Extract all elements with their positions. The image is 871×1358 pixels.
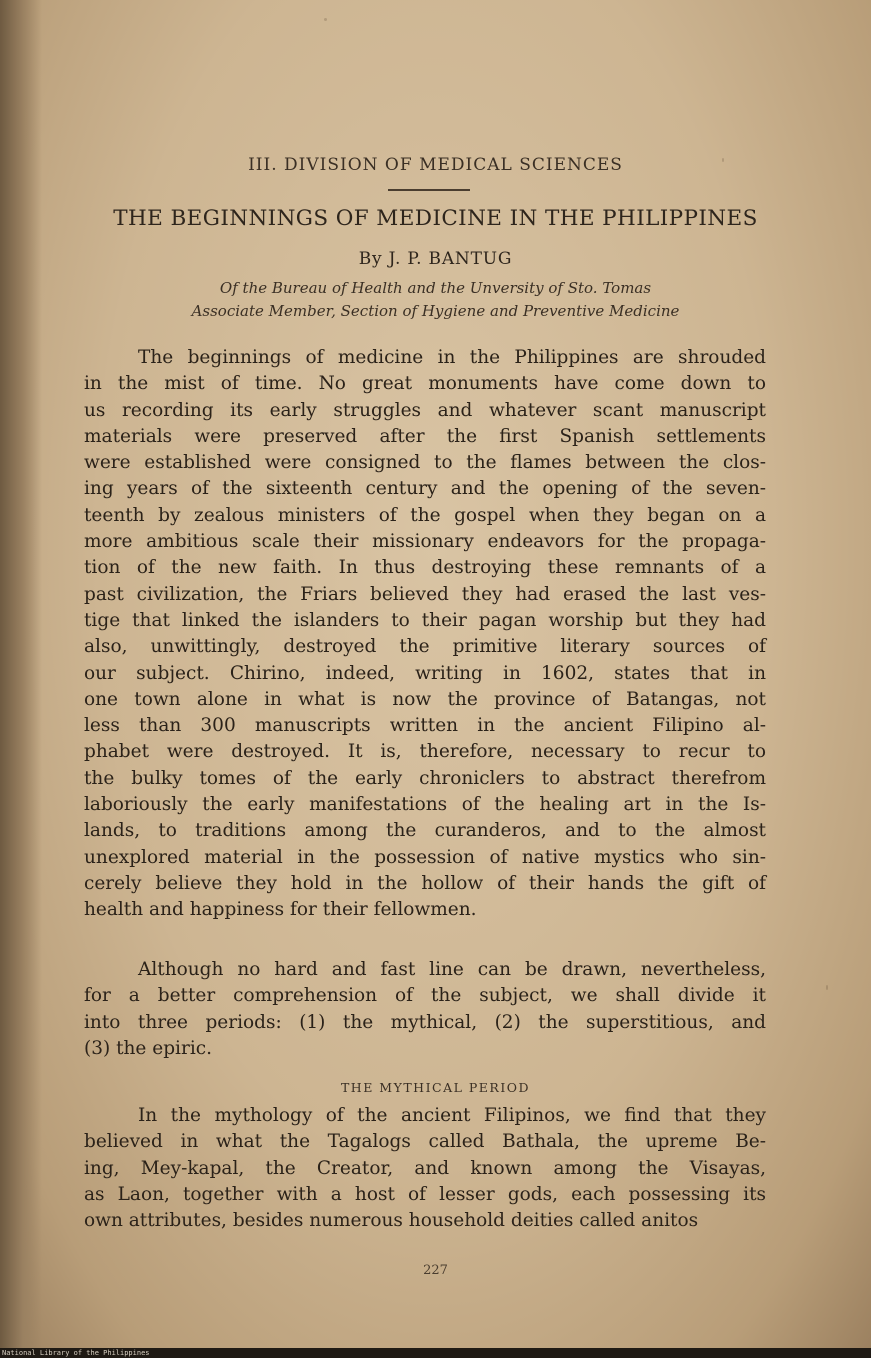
- text-line: also, unwittingly, destroyed the primitive literary sources of: [84, 636, 766, 658]
- text-line: health and happiness for their fellowmen.: [84, 899, 477, 921]
- library-credit: National Library of the Philippines: [2, 1349, 150, 1357]
- paragraph-periods: [84, 957, 766, 1062]
- text-line: phabet were destroyed. It is, therefore, necessary to recur to: [84, 741, 766, 763]
- section-heading: THE MYTHICAL PERIOD: [340, 1080, 531, 1095]
- author-affiliation: Of the Bureau of Health and the Unversity of Sto. Tomas: [219, 279, 652, 297]
- text-line: past civilization, the Friars believed they had erased the last ves-: [84, 583, 766, 605]
- author-membership: Associate Member, Section of Hygiene and Preventive Medicine: [191, 302, 680, 320]
- division-heading: III. DIVISION OF MEDICAL SCIENCES: [248, 155, 623, 175]
- text-line: teenth by zealous ministers of the gospel when they began on a: [84, 504, 766, 526]
- text-line: In the mythology of the ancient Filipinos, we find that they: [138, 1105, 766, 1126]
- text-line: lands, to traditions among the curanderos, and to the almost: [84, 820, 766, 842]
- text-line: Although no hard and fast line can be drawn, nevertheless,: [138, 959, 766, 980]
- text-line: were established were consigned to the flames between the clos-: [84, 452, 766, 474]
- text-line: cerely believe they hold in the hollow of their hands the gift of: [84, 872, 766, 894]
- text-line: into three periods: (1) the mythical, (2) the superstitious, and: [84, 1011, 766, 1033]
- paragraph-intro: [84, 345, 766, 924]
- text-line: laboriously the early manifestations of the healing art in the Is-: [84, 794, 766, 816]
- paper-speck: [826, 985, 828, 990]
- text-line: own attributes, besides numerous household deities called anitos: [84, 1210, 699, 1232]
- page-shadow-edge: [0, 0, 42, 1348]
- text-line: materials were preserved after the first Spanish settlements: [84, 425, 766, 447]
- text-line: ing, Mey-kapal, the Creator, and known among the Visayas,: [84, 1157, 766, 1179]
- text-line: our subject. Chirino, indeed, writing in 1602, states that in: [84, 662, 766, 684]
- text-line: tion of the new faith. In thus destroying these remnants of a: [84, 557, 766, 579]
- text-line: tige that linked the islanders to their pagan worship but they had: [84, 609, 766, 631]
- heading-rule: [388, 189, 470, 191]
- text-line: as Laon, together with a host of lesser gods, each possessing its: [84, 1183, 766, 1205]
- page-number: 227: [423, 1263, 448, 1278]
- text-line: one town alone in what is now the province of Batangas, not: [84, 688, 766, 710]
- text-line: less than 300 manuscripts written in the ancient Filipino al-: [84, 715, 766, 737]
- text-line: more ambitious scale their missionary endeavors for the propaga-: [84, 531, 766, 553]
- text-line: us recording its early struggles and whatever scant manuscript: [84, 399, 766, 421]
- text-line: The beginnings of medicine in the Philippines are shrouded: [138, 347, 766, 368]
- text-line: the bulky tomes of the early chroniclers to abstract therefrom: [84, 767, 766, 789]
- paper-speck: [324, 18, 327, 21]
- text-line: ing years of the sixteenth century and the opening of the seven-: [84, 478, 766, 500]
- article-title: THE BEGINNINGS OF MEDICINE IN THE PHILIPPINES: [113, 206, 758, 231]
- paragraph-mythical: [84, 1103, 766, 1234]
- text-line: (3) the epiric.: [84, 1037, 212, 1059]
- text-line: for a better comprehension of the subject, we shall divide it: [84, 985, 766, 1007]
- author-byline: By J. P. BANTUG: [358, 249, 513, 269]
- text-line: believed in what the Tagalogs called Bathala, the upreme Be-: [84, 1131, 766, 1153]
- text-line: unexplored material in the possession of native mystics who sin-: [84, 846, 766, 868]
- text-line: in the mist of time. No great monuments have come down to: [84, 373, 766, 395]
